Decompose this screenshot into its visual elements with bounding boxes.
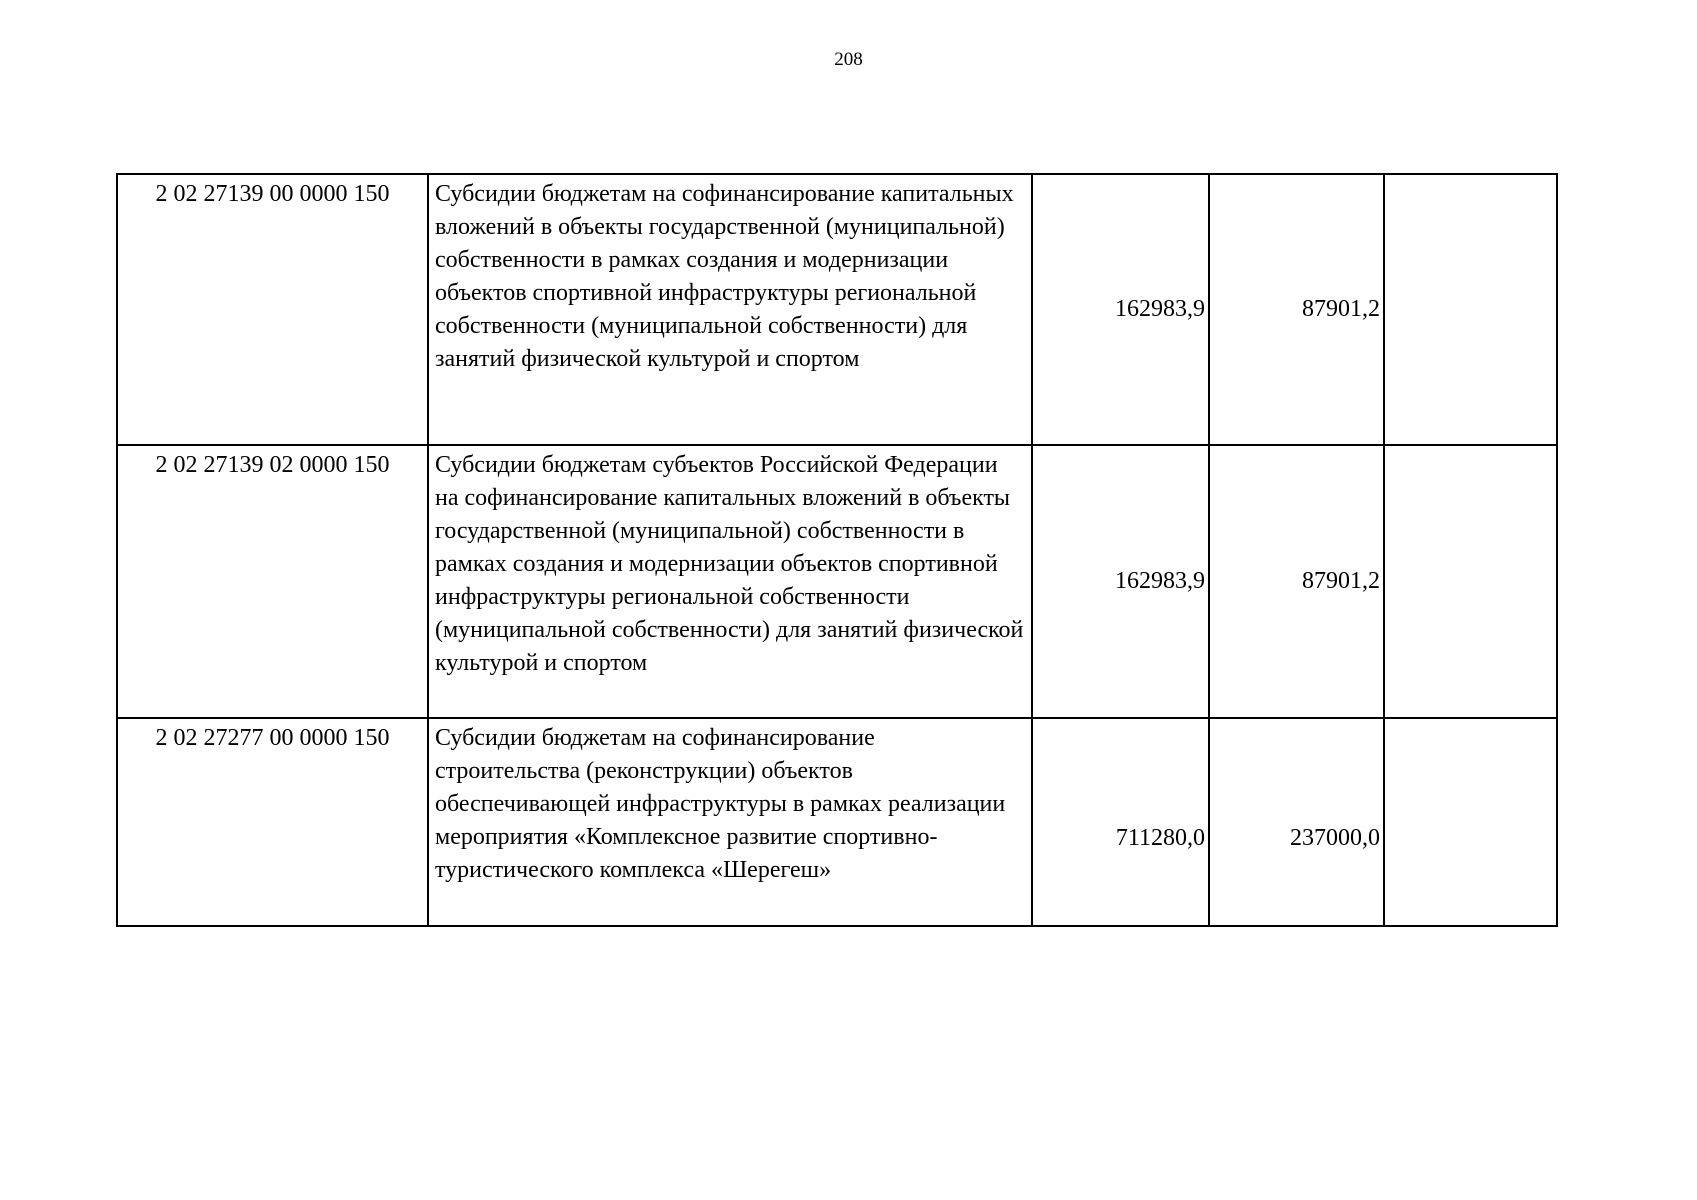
value-3-cell <box>1384 718 1557 926</box>
value-2-cell: 237000,0 <box>1209 718 1384 926</box>
table-row <box>117 445 1557 718</box>
budget-code-cell: 2 02 27139 02 0000 150 <box>117 445 428 718</box>
value-1-cell: 162983,9 <box>1032 445 1209 718</box>
value-2-cell: 87901,2 <box>1209 174 1384 445</box>
value-3-cell <box>1384 445 1557 718</box>
value-3-cell <box>1384 174 1557 445</box>
budget-name-cell: Субсидии бюджетам на софинансирование строительства (реконструкции) объектов обеспечивающей инфраструктуры в рамках реализации мероприятия «Комплексное развитие спортивно-туристического комплекса «Шерегеш» <box>428 718 1032 926</box>
value-1-cell: 162983,9 <box>1032 174 1209 445</box>
budget-name-cell: Субсидии бюджетам субъектов Российской Федерации на софинансирование капитальных вложений в объекты государственной (муниципальной) собственности в рамках создания и модернизации объектов спортивной инфраструктуры региональной собственности (муниципальной собственности) для занятий физической культурой и спортом <box>428 445 1032 718</box>
table-row <box>117 174 1557 445</box>
value-2-cell: 87901,2 <box>1209 445 1384 718</box>
budget-name-cell: Субсидии бюджетам на софинансирование капитальных вложений в объекты государственной (муниципальной) собственности в рамках создания и модернизации объектов спортивной инфраструктуры региональной собственности (муниципальной собственности) для занятий физической культурой и спортом <box>428 174 1032 445</box>
page-number: 208 <box>834 49 863 70</box>
value-1-cell: 711280,0 <box>1032 718 1209 926</box>
budget-code-cell: 2 02 27277 00 0000 150 <box>117 718 428 926</box>
table-row <box>117 718 1557 926</box>
budget-table <box>116 173 1558 927</box>
budget-code-cell: 2 02 27139 00 0000 150 <box>117 174 428 445</box>
